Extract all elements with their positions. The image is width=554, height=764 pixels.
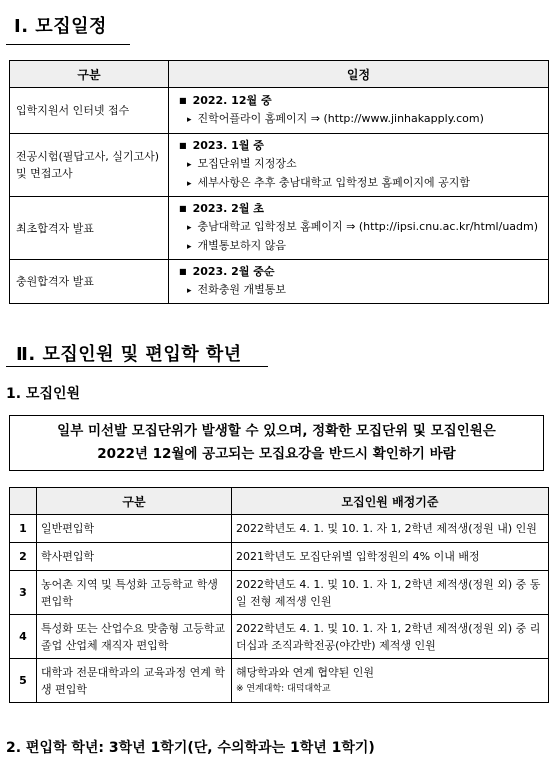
table-row	[10, 197, 549, 260]
schedule-category: 충원합격자 발표	[10, 260, 169, 304]
schedule-date: ■ 2023. 2월 중순	[179, 263, 542, 281]
table-row	[10, 543, 549, 571]
schedule-table	[9, 60, 549, 304]
recruit-header-row	[10, 488, 549, 515]
schedule-header-date: 일정	[169, 61, 549, 88]
recruit-criteria-note: ※ 연계대학: 대덕대학교	[236, 683, 331, 694]
notice-line: 일부 미선발 모집단위가 발생할 수 있으며, 정확한 모집단위 및 모집인원은	[57, 423, 496, 439]
schedule-detail	[169, 88, 549, 134]
table-row	[10, 134, 549, 197]
notice-box	[9, 415, 544, 471]
recruit-criteria: 2022학년도 4. 1. 및 10. 1. 자 1, 2학년 제적생(정원 내) 인원	[232, 515, 549, 543]
schedule-header-category: 구분	[10, 61, 169, 88]
section2-title: Ⅱ. 모집인원 및 편입학 학년	[16, 344, 242, 365]
schedule-detail	[169, 260, 549, 304]
table-row	[10, 615, 549, 659]
schedule-category: 최초합격자 발표	[10, 197, 169, 260]
recruit-category: 농어촌 지역 및 특성화 고등학교 학생 편입학	[37, 571, 232, 615]
schedule-category: 전공시험(필답고사, 실기고사) 및 면접고사	[10, 134, 169, 197]
recruit-category: 학사편입학	[37, 543, 232, 571]
recruit-criteria: 해당학과와 연계 협약된 인원	[236, 665, 375, 679]
section1-title: Ⅰ. 모집일정	[14, 16, 107, 37]
recruit-table	[9, 487, 549, 703]
schedule-header-row	[10, 61, 549, 88]
row-number: 5	[10, 659, 37, 703]
table-row	[10, 88, 549, 134]
recruit-header-category: 구분	[37, 488, 232, 515]
recruit-criteria-cell	[232, 659, 549, 703]
recruit-category: 일반편입학	[37, 515, 232, 543]
recruit-category: 대학과 전문대학과의 교육과정 연계 학생 편입학	[37, 659, 232, 703]
section2-underline	[6, 366, 268, 367]
schedule-detail	[169, 134, 549, 197]
schedule-date: ■ 2023. 2월 초	[179, 200, 542, 218]
table-row	[10, 260, 549, 304]
table-row	[10, 515, 549, 543]
schedule-item: ▸ 개별통보하지 않음	[179, 237, 542, 256]
schedule-category: 입학지원서 인터넷 접수	[10, 88, 169, 134]
row-number: 2	[10, 543, 37, 571]
subsection-transfer-grade: 2. 편입학 학년: 3학년 1학기(단, 수의학과는 1학년 1학기)	[6, 740, 375, 756]
schedule-item: ▸ 충남대학교 입학정보 홈페이지 ⇒ (http://ipsi.cnu.ac.kr/html/uadm)	[179, 218, 542, 237]
schedule-date: ■ 2022. 12월 중	[179, 92, 542, 110]
recruit-criteria: 2022학년도 4. 1. 및 10. 1. 자 1, 2학년 제적생(정원 외) 중 리더십과 조직과학전공(야간반) 제적생 인원	[232, 615, 549, 659]
schedule-item: ▸ 모집단위별 지정장소	[179, 155, 542, 174]
row-number: 1	[10, 515, 37, 543]
table-row	[10, 659, 549, 703]
schedule-item: ▸ 진학어플라이 홈페이지 ⇒ (http://www.jinhakapply.com)	[179, 110, 542, 129]
recruit-category: 특성화 또는 산업수요 맞춤형 고등학교 졸업 산업체 재직자 편입학	[37, 615, 232, 659]
row-number: 4	[10, 615, 37, 659]
recruit-header-criteria: 모집인원 배정기준	[232, 488, 549, 515]
schedule-date: ■ 2023. 1월 중	[179, 137, 542, 155]
schedule-detail	[169, 197, 549, 260]
recruit-header-no	[10, 488, 37, 515]
recruit-criteria: 2021학년도 모집단위별 입학정원의 4% 이내 배정	[232, 543, 549, 571]
schedule-item: ▸ 전화충원 개별통보	[179, 281, 542, 300]
notice-line: 2022년 12월에 공고되는 모집요강을 반드시 확인하기 바람	[97, 446, 456, 462]
row-number: 3	[10, 571, 37, 615]
schedule-item: ▸ 세부사항은 추후 충남대학교 입학정보 홈페이지에 공지함	[179, 174, 542, 193]
table-row	[10, 571, 549, 615]
recruit-criteria: 2022학년도 4. 1. 및 10. 1. 자 1, 2학년 제적생(정원 외) 중 동일 전형 제적생 인원	[232, 571, 549, 615]
section1-underline	[6, 44, 130, 45]
subsection-recruit-count: 1. 모집인원	[6, 386, 81, 402]
